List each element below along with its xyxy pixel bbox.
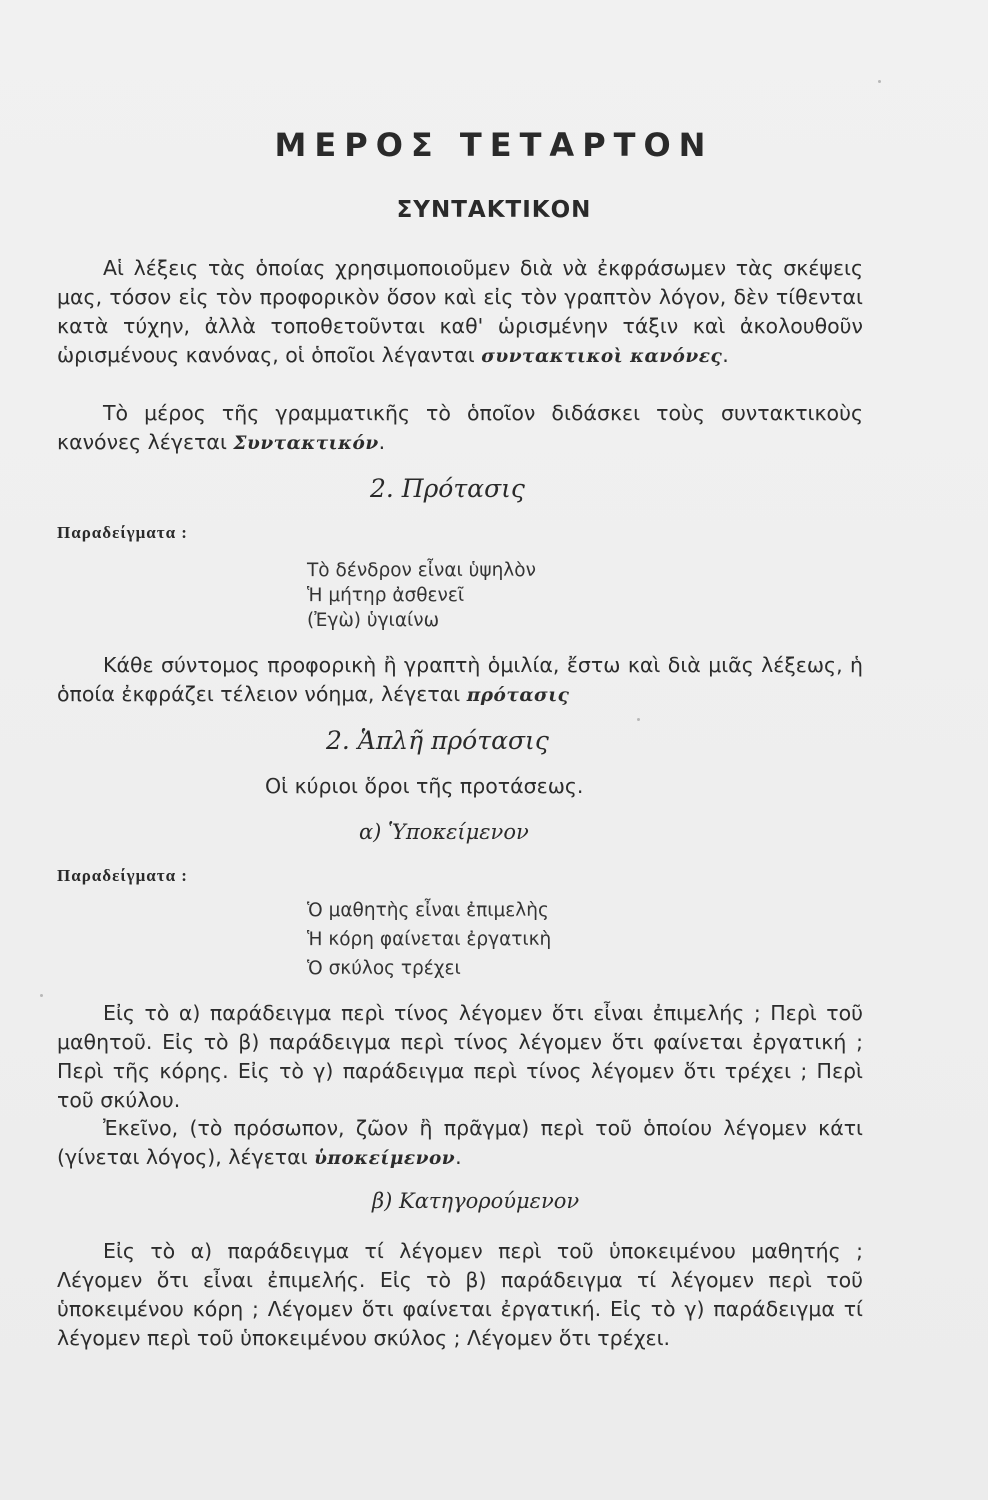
intro-paragraph-1-end: .	[722, 343, 729, 367]
part-title: ΜΕΡΟΣ ΤΕΤΑΡΤΟΝ	[274, 126, 714, 164]
intro-paragraph-1	[57, 254, 863, 371]
heading-simple-sentence: 2. Ἁπλῆ πρότασις	[326, 726, 549, 755]
intro-paragraph-2	[57, 399, 863, 458]
sentence-definition	[57, 651, 863, 710]
intro-paragraph-1-text: Αἱ λέξεις τὰς ὁποίας χρησιμοποιοῦμεν διὰ νὰ ἐκφράσωμεν τὰς σκέψεις μας, τόσον εἰς τὸν προφορικὸν ὅσον καὶ εἰς τὸν γραπτὸν λόγον, δὲν τίθενται κατὰ τύχην, ἀλλὰ τοποθετοῦνται καθ' ὡρισμένην τάξιν καὶ ἀκολουθοῦν ὡρισμένους κανόνας, οἱ ὁποῖοι λέγανται	[57, 256, 863, 367]
term-syntax: Συντακτικόν	[233, 433, 379, 454]
paper-speck	[40, 994, 43, 997]
subject-definition	[57, 1114, 863, 1173]
example-line: Ὁ σκύλος τρέχει	[307, 958, 461, 979]
term-syntactic-rules: συντακτικοὶ κανόνες	[481, 346, 723, 367]
examples-label-2: Παραδείγματα :	[57, 866, 188, 885]
subject-definition-text: Ἐκεῖνο, (τὸ πρόσωπον, ζῶον ἢ πρᾶγμα) περὶ τοῦ ὁποίου λέγομεν κάτι (γίνεται λόγος), λέγεται	[57, 1116, 863, 1169]
heading-sentence: 2. Πρότασις	[370, 474, 525, 503]
section-title: ΣΥΝΤΑΚΤΙΚΟΝ	[396, 197, 592, 223]
example-line: Ὁ μαθητὴς εἶναι ἐπιμελὴς	[307, 900, 549, 921]
example-line: Τὸ δένδρον εἶναι ὑψηλὸν	[307, 560, 536, 581]
example-line: Ἡ κόρη φαίνεται ἐργατικὴ	[307, 929, 552, 950]
sentence-definition-text: Κάθε σύντομος προφορικὴ ἢ γραπτὴ ὁμιλία, ἔστω καὶ διὰ μιᾶς λέξεως, ἡ ὁποία ἐκφράζει τέλειον νόημα, λέγεται	[57, 653, 863, 706]
subject-paragraph: Εἰς τὸ α) παράδειγμα περὶ τίνος λέγομεν ὅτι εἶναι ἐπιμελής ; Περὶ τοῦ μαθητοῦ. Εἰς τὸ β) παράδειγμα περὶ τίνος λέγομεν ὅτι φαίνεται ἐργατική ; Περὶ τῆς κόρης. Εἰς τὸ γ) παράδειγμα περὶ τίνος λέγομεν ὅτι τρέχει ; Περὶ τοῦ σκύλου.	[57, 1001, 863, 1112]
predicate-paragraph: Εἰς τὸ α) παράδειγμα τί λέγομεν περὶ τοῦ ὑποκειμένου μαθητής ; Λέγομεν ὅτι εἶναι ἐπιμελής. Εἰς τὸ β) παράδειγμα τί λέγομεν περὶ τοῦ ὑποκειμένου κόρη ; Λέγομεν ὅτι φαίνεται ἐργατική. Εἰς τὸ γ) παράδειγμα τί λέγομεν περὶ τοῦ ὑποκειμένου σκύλος ; Λέγομεν ὅτι τρέχει.	[57, 1239, 863, 1350]
example-line: (Ἐγὼ) ὑγιαίνω	[307, 610, 440, 631]
subheading-subject: α) Ὑποκείμενον	[359, 820, 529, 844]
term-sentence: πρότασις	[466, 685, 570, 706]
paper-speck	[637, 718, 640, 721]
example-line: Ἡ μήτηρ ἀσθενεῖ	[307, 585, 465, 606]
paper-speck	[878, 80, 881, 83]
term-subject: ὑποκείμενον	[314, 1148, 456, 1169]
intro-paragraph-2-text: Τὸ μέρος τῆς γραμματικῆς τὸ ὁποῖον διδάσκει τοὺς συντακτικοὺς κανόνες λέγεται	[57, 401, 863, 454]
subheading-predicate: β) Κατηγορούμενον	[372, 1189, 580, 1213]
intro-paragraph-2-end: .	[378, 430, 386, 454]
subject-definition-end: .	[455, 1145, 462, 1169]
examples-label-1: Παραδείγματα :	[57, 523, 188, 542]
main-terms-line: Οἱ κύριοι ὅροι τῆς προτάσεως.	[265, 774, 584, 798]
